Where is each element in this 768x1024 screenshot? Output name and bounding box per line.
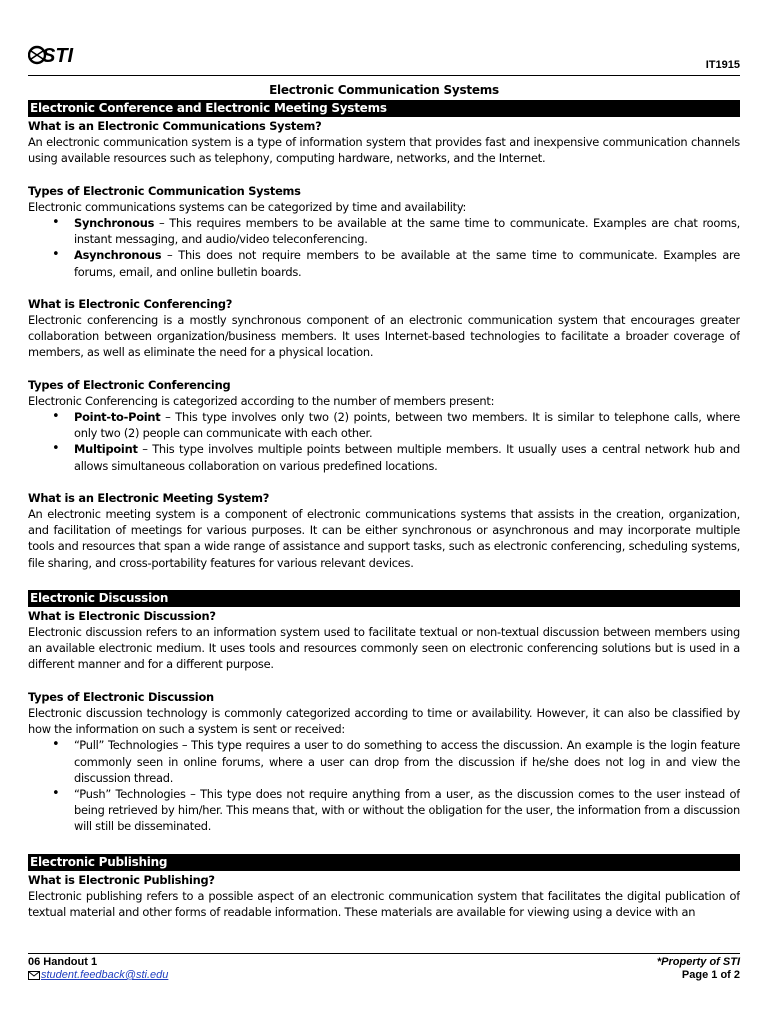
sti-logo [28, 42, 84, 68]
section-bar-conference: Electronic Conference and Electronic Meeting Systems [28, 100, 740, 117]
term: Synchronous [74, 216, 155, 231]
subheading: What is Electronic Conferencing? [28, 296, 233, 311]
email-link[interactable]: student.feedback@sti.edu [41, 969, 169, 981]
definition: – This requires members to be available at the same time to communicate. Examples are chat rooms, instant messaging, and audio/video teleconferencing. [74, 216, 740, 247]
section-bar-publishing: Electronic Publishing [28, 854, 740, 871]
list-item [74, 786, 740, 835]
page-number: Page 1 of 2 [681, 969, 740, 981]
subheading: What is an Electronic Communications System? [28, 119, 322, 133]
paragraph: Electronic communications systems can be categorized by time and availability: [28, 199, 467, 214]
term: Point-to-Point [74, 410, 161, 425]
page-header [28, 40, 740, 76]
paragraph: Electronic publishing refers to a possible aspect of an electronic communication system that facilitates the digital publication of textual material and other forms of readable information. These materials are available for viewing using a device with an [28, 888, 740, 919]
subheading: What is Electronic Publishing? [28, 872, 215, 887]
bullet-list [74, 737, 740, 834]
paragraph: Electronic discussion refers to an information system used to facilitate textual or non-textual discussion between members using an available electronic medium. It uses tools and resources commonly seen on electronic conferencing solutions but is used in a different manner and for a different purpose. [28, 625, 740, 672]
paragraph: An electronic communication system is a type of information system that provides fast and inexpensive communication channels using available resources such as telephony, computing hardware, networks, and the Internet. [28, 135, 740, 166]
subheading: Types of Electronic Discussion [28, 689, 214, 704]
list-item [74, 247, 740, 279]
subheading: Types of Electronic Communication Systems [28, 183, 301, 198]
subheading: What is Electronic Discussion? [28, 608, 216, 623]
paragraph: An electronic meeting system is a component of electronic communications systems that assists in the creation, organization, and facilitation of meetings for various purposes. It can be either synchronous or asynchronous and may incorporate multiple tools and resources that span a wide range of assistance and support tasks, such as electronic conferencing, scheduling systems, file sharing, and cross-portability features for various relevant devices. [28, 507, 740, 570]
definition: – This type does not require anything from a user, as the discussion comes to the user instead of being retrieved by him/her. This means that, with or without the obligation for the user, the information from a discussion will still be disseminated. [74, 786, 740, 834]
footer-left [28, 956, 168, 982]
handout-label: 06 Handout 1 [28, 956, 98, 968]
term: Multipoint [74, 442, 138, 457]
list-item [74, 409, 740, 441]
bullet-list [74, 409, 740, 474]
document-title: Electronic Communication Systems [269, 83, 499, 97]
term: Asynchronous [74, 248, 162, 263]
page-footer [28, 953, 740, 981]
definition: – This type requires a user to do something to access the discussion. An example is the login feature commonly seen in online forums, where a user can drop from the discussion if he/she does not log in and view the discussion thread. [74, 738, 740, 785]
feedback-email [28, 969, 168, 982]
property-notice: *Property of STI [656, 956, 740, 968]
list-item [74, 215, 740, 247]
list-item [74, 737, 740, 786]
term: “Pull” Technologies [74, 738, 179, 753]
list-item [74, 441, 740, 473]
definition: – This does not require members to be available at the same time to communicate. Examples are forums, email, and online bulletin boards. [74, 248, 740, 279]
sti-logo-icon [28, 42, 84, 68]
envelope-icon [28, 971, 40, 980]
svg-text:STI: STI [42, 45, 74, 67]
subheading: Types of Electronic Conferencing [28, 377, 231, 392]
bullet-list [74, 215, 740, 280]
term: “Push” Technologies [74, 786, 186, 801]
document-body [28, 82, 740, 951]
footer-right [657, 956, 740, 982]
section-bar-discussion: Electronic Discussion [28, 590, 740, 607]
definition: – This type involves only two (2) points, between two members. It is similar to telephone calls, where only two (2) people can communicate with each other. [74, 410, 740, 441]
course-code: IT1915 [705, 59, 740, 71]
paragraph: Electronic conferencing is a mostly synchronous component of an electronic communication system that encourages greater collaboration between organization/business members. It uses Internet-based technologies to facilitate a broader coverage of members, as well as eliminate the need for a physical location. [28, 313, 740, 360]
definition: – This type involves multiple points between multiple members. It usually uses a central network hub and allows simultaneous collaboration on various predefined locations. [74, 442, 740, 473]
subheading: What is an Electronic Meeting System? [28, 490, 270, 505]
paragraph: Electronic Conferencing is categorized according to the number of members present: [28, 393, 495, 408]
paragraph: Electronic discussion technology is commonly categorized according to time or availability. However, it can also be classified by how the information on such a system is sent or received: [28, 705, 740, 737]
